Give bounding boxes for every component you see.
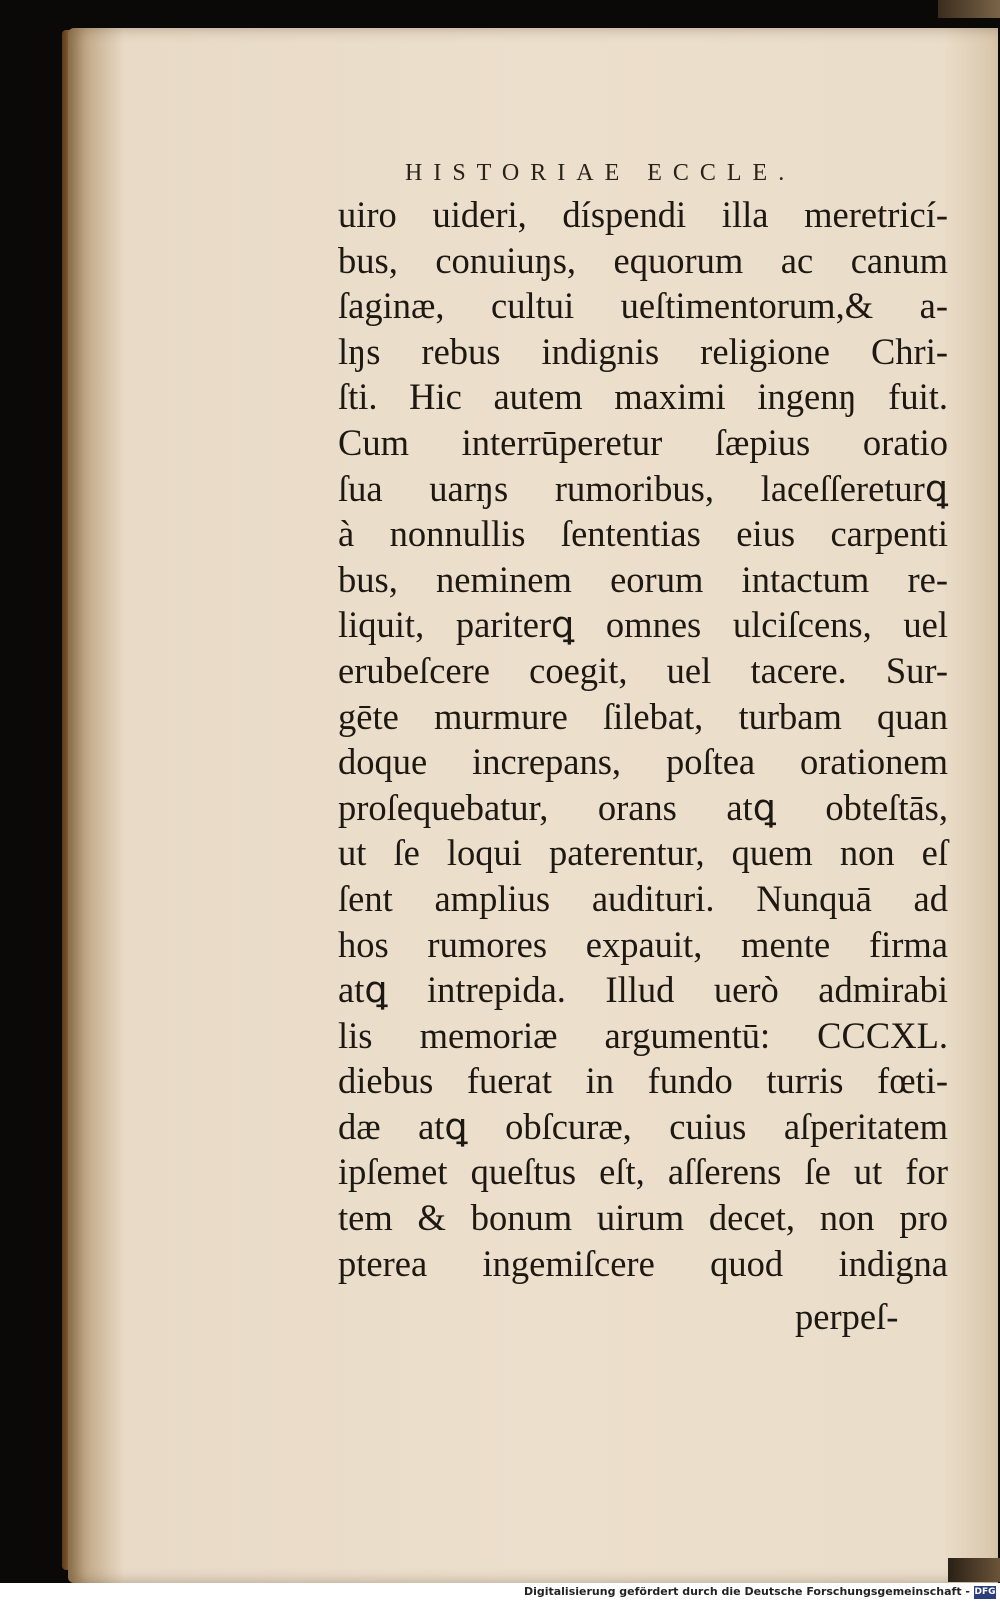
text-line: erubeſcere coegit, uel tacere. Sur- — [338, 649, 948, 691]
text-line: bus, neminem eorum intactum re- — [338, 558, 948, 600]
text-line: diebus fuerat in fundo turris fœti- — [338, 1060, 948, 1102]
text-line: proſequebatur, orans atꝗ obteſtās, — [338, 786, 948, 828]
text-line: ſua uarŋs rumoribus, laceſſereturꝗ — [338, 467, 948, 509]
text-line: ſent amplius audituri. Nunquā ad — [338, 877, 948, 919]
digitization-footer — [0, 1583, 1000, 1603]
text-line: à nonnullis ſententias eius carpenti — [338, 513, 948, 555]
text-line: ſti. Hic autem maximi ingenŋ fuit. — [338, 376, 948, 418]
catchword: perpeſ- — [795, 1296, 899, 1337]
text-line: ſaginæ, cultui ueſtimentorum,& a- — [338, 285, 948, 327]
text-line: tem & bonum uirum decet, non pro — [338, 1197, 948, 1239]
text-line: ut ſe loqui paterentur, quem non eſ — [338, 832, 948, 874]
text-line: hos rumores expauit, mente firma — [338, 923, 948, 965]
text-line: doque increpans, poſtea orationem — [338, 741, 948, 783]
text-line: liquit, pariterꝗ omnes ulciſcens, uel — [338, 604, 948, 646]
text-line: lis memoriæ argumentū: CCCXL. — [338, 1014, 948, 1056]
page-corner-bottom — [948, 1558, 1000, 1582]
text-line: pterea ingemiſcere quod indigna — [338, 1242, 948, 1284]
running-head: HISTORIAE ECCLE. — [405, 160, 796, 186]
text-line: lŋs rebus indignis religione Chri- — [338, 330, 948, 372]
text-line: Cum interrūperetur ſæpius oratio — [338, 421, 948, 463]
text-line: dæ atꝗ obſcuræ, cuius aſperitatem — [338, 1105, 948, 1147]
page-corner-top — [938, 0, 1000, 18]
text-line: ipſemet queſtus eſt, aſſerens ſe ut for — [338, 1151, 948, 1193]
footer-credit: Digitalisierung gefördert durch die Deutsche Forschungsgemeinschaft - — [523, 1585, 970, 1598]
dfg-logo-icon: DFG — [974, 1587, 996, 1597]
text-line: bus, conuiuŋs, equorum ac canum — [338, 239, 948, 281]
text-line: uiro uideri, díspendi illa meretricí- — [338, 194, 948, 235]
text-line: gēte murmure ſilebat, turbam quan — [338, 695, 948, 737]
text-line: atꝗ intrepida. Illud uerò admirabi — [338, 969, 948, 1011]
text-block — [338, 192, 948, 1286]
